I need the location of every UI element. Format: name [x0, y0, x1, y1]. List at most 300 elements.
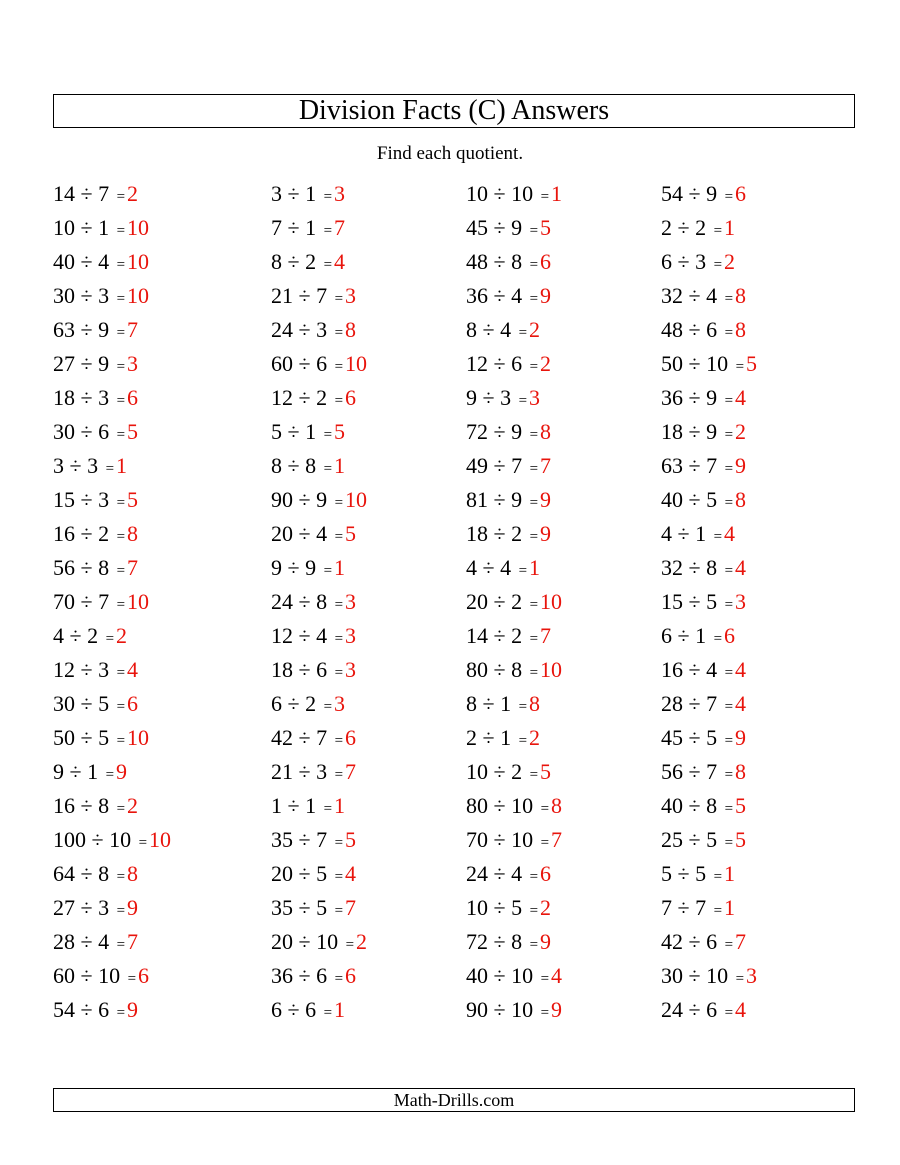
fact-answer: 7: [735, 929, 747, 954]
equals-sign: =: [724, 733, 734, 749]
fact-answer: 5: [735, 827, 747, 852]
worksheet-title-box: [53, 94, 855, 128]
equals-sign: =: [529, 597, 539, 613]
division-fact: [271, 653, 471, 687]
division-fact: [53, 177, 253, 211]
fact-answer: 3: [345, 589, 357, 614]
equals-sign: =: [334, 359, 344, 375]
fact-answer: 6: [735, 181, 747, 206]
equals-sign: =: [116, 223, 126, 239]
equals-sign: =: [116, 325, 126, 341]
division-fact: [466, 245, 666, 279]
division-fact: [466, 993, 666, 1027]
division-fact: [271, 415, 471, 449]
equals-sign: =: [323, 427, 333, 443]
fact-answer: 2: [540, 895, 552, 920]
division-fact: [53, 313, 253, 347]
fact-question: 9 ÷ 9: [271, 555, 317, 580]
equals-sign: =: [735, 971, 745, 987]
equals-sign: =: [518, 563, 528, 579]
fact-question: 40 ÷ 5: [661, 487, 718, 512]
fact-answer: 1: [334, 793, 346, 818]
equals-sign: =: [713, 257, 723, 273]
division-fact: [466, 415, 666, 449]
division-fact: [53, 993, 253, 1027]
equals-sign: =: [529, 427, 539, 443]
division-fact: [53, 585, 253, 619]
equals-sign: =: [529, 495, 539, 511]
division-fact: [271, 347, 471, 381]
fact-answer: 9: [127, 895, 139, 920]
fact-answer: 9: [540, 283, 552, 308]
fact-question: 16 ÷ 8: [53, 793, 110, 818]
division-fact: [53, 755, 253, 789]
equals-sign: =: [116, 665, 126, 681]
division-fact: [53, 925, 253, 959]
fact-answer: 5: [127, 419, 139, 444]
fact-question: 18 ÷ 2: [466, 521, 523, 546]
equals-sign: =: [116, 563, 126, 579]
fact-answer: 10: [127, 215, 150, 240]
fact-question: 6 ÷ 3: [661, 249, 707, 274]
equals-sign: =: [540, 801, 550, 817]
equals-sign: =: [735, 359, 745, 375]
division-fact: [466, 653, 666, 687]
fact-answer: 2: [127, 181, 139, 206]
fact-answer: 1: [551, 181, 563, 206]
fact-question: 3 ÷ 1: [271, 181, 317, 206]
fact-question: 12 ÷ 6: [466, 351, 523, 376]
division-fact: [53, 415, 253, 449]
equals-sign: =: [334, 597, 344, 613]
equals-sign: =: [724, 937, 734, 953]
fact-question: 4 ÷ 4: [466, 555, 512, 580]
equals-sign: =: [529, 767, 539, 783]
fact-answer: 6: [724, 623, 736, 648]
fact-question: 42 ÷ 6: [661, 929, 718, 954]
equals-sign: =: [529, 937, 539, 953]
equals-sign: =: [713, 869, 723, 885]
division-fact: [53, 789, 253, 823]
fact-answer: 1: [724, 895, 736, 920]
equals-sign: =: [334, 529, 344, 545]
problem-column-4: [661, 177, 861, 1027]
division-fact: [271, 789, 471, 823]
fact-answer: 9: [540, 521, 552, 546]
fact-question: 70 ÷ 10: [466, 827, 534, 852]
fact-question: 16 ÷ 2: [53, 521, 110, 546]
division-fact: [466, 177, 666, 211]
division-fact: [271, 245, 471, 279]
fact-question: 35 ÷ 5: [271, 895, 328, 920]
fact-answer: 1: [334, 997, 346, 1022]
equals-sign: =: [518, 699, 528, 715]
fact-question: 50 ÷ 10: [661, 351, 729, 376]
division-fact: [661, 245, 861, 279]
division-fact: [53, 517, 253, 551]
fact-answer: 9: [116, 759, 128, 784]
division-fact: [53, 245, 253, 279]
equals-sign: =: [323, 461, 333, 477]
fact-answer: 1: [724, 215, 736, 240]
fact-question: 100 ÷ 10: [53, 827, 132, 852]
fact-answer: 7: [127, 317, 139, 342]
footer-box: [53, 1088, 855, 1112]
division-fact: [271, 823, 471, 857]
fact-question: 10 ÷ 2: [466, 759, 523, 784]
fact-question: 28 ÷ 7: [661, 691, 718, 716]
fact-question: 70 ÷ 7: [53, 589, 110, 614]
equals-sign: =: [105, 767, 115, 783]
division-fact: [466, 857, 666, 891]
fact-answer: 7: [127, 929, 139, 954]
equals-sign: =: [540, 1005, 550, 1021]
equals-sign: =: [724, 699, 734, 715]
fact-question: 24 ÷ 6: [661, 997, 718, 1022]
fact-question: 32 ÷ 4: [661, 283, 718, 308]
fact-question: 90 ÷ 9: [271, 487, 328, 512]
division-fact: [53, 687, 253, 721]
division-fact: [271, 891, 471, 925]
division-fact: [466, 483, 666, 517]
fact-question: 49 ÷ 7: [466, 453, 523, 478]
equals-sign: =: [713, 223, 723, 239]
fact-answer: 4: [334, 249, 346, 274]
fact-question: 30 ÷ 6: [53, 419, 110, 444]
division-fact: [271, 857, 471, 891]
fact-question: 15 ÷ 3: [53, 487, 110, 512]
fact-answer: 5: [345, 521, 357, 546]
fact-question: 32 ÷ 8: [661, 555, 718, 580]
fact-question: 40 ÷ 8: [661, 793, 718, 818]
division-fact: [466, 585, 666, 619]
fact-question: 10 ÷ 5: [466, 895, 523, 920]
fact-question: 40 ÷ 4: [53, 249, 110, 274]
equals-sign: =: [345, 937, 355, 953]
equals-sign: =: [713, 903, 723, 919]
equals-sign: =: [529, 257, 539, 273]
equals-sign: =: [105, 631, 115, 647]
fact-question: 20 ÷ 10: [271, 929, 339, 954]
fact-answer: 3: [334, 181, 346, 206]
fact-question: 4 ÷ 2: [53, 623, 99, 648]
fact-question: 8 ÷ 8: [271, 453, 317, 478]
fact-answer: 3: [345, 657, 357, 682]
fact-answer: 3: [735, 589, 747, 614]
fact-answer: 2: [356, 929, 368, 954]
fact-question: 15 ÷ 5: [661, 589, 718, 614]
fact-question: 45 ÷ 5: [661, 725, 718, 750]
fact-answer: 6: [138, 963, 150, 988]
division-fact: [661, 993, 861, 1027]
fact-answer: 8: [127, 861, 139, 886]
division-fact: [661, 313, 861, 347]
fact-answer: 1: [334, 555, 346, 580]
equals-sign: =: [334, 767, 344, 783]
division-fact: [661, 925, 861, 959]
division-fact: [271, 381, 471, 415]
division-fact: [53, 347, 253, 381]
equals-sign: =: [116, 903, 126, 919]
division-fact: [271, 687, 471, 721]
division-fact: [661, 857, 861, 891]
equals-sign: =: [724, 291, 734, 307]
fact-answer: 1: [116, 453, 128, 478]
equals-sign: =: [724, 801, 734, 817]
fact-answer: 10: [345, 351, 368, 376]
fact-question: 48 ÷ 6: [661, 317, 718, 342]
fact-answer: 5: [540, 759, 552, 784]
fact-question: 14 ÷ 7: [53, 181, 110, 206]
equals-sign: =: [116, 597, 126, 613]
equals-sign: =: [323, 1005, 333, 1021]
division-fact: [661, 823, 861, 857]
fact-question: 7 ÷ 1: [271, 215, 317, 240]
equals-sign: =: [334, 903, 344, 919]
fact-question: 12 ÷ 4: [271, 623, 328, 648]
division-fact: [466, 449, 666, 483]
fact-answer: 1: [724, 861, 736, 886]
division-fact: [53, 211, 253, 245]
equals-sign: =: [116, 529, 126, 545]
equals-sign: =: [724, 835, 734, 851]
equals-sign: =: [724, 393, 734, 409]
division-fact: [271, 517, 471, 551]
equals-sign: =: [323, 189, 333, 205]
fact-question: 25 ÷ 5: [661, 827, 718, 852]
division-fact: [466, 279, 666, 313]
fact-answer: 10: [345, 487, 368, 512]
division-fact: [466, 619, 666, 653]
division-fact: [466, 211, 666, 245]
division-fact: [466, 925, 666, 959]
fact-answer: 9: [735, 453, 747, 478]
fact-question: 12 ÷ 2: [271, 385, 328, 410]
division-fact: [271, 993, 471, 1027]
fact-question: 16 ÷ 4: [661, 657, 718, 682]
division-fact: [661, 789, 861, 823]
equals-sign: =: [713, 631, 723, 647]
division-fact: [661, 347, 861, 381]
equals-sign: =: [116, 801, 126, 817]
fact-question: 36 ÷ 4: [466, 283, 523, 308]
fact-question: 24 ÷ 3: [271, 317, 328, 342]
fact-question: 5 ÷ 1: [271, 419, 317, 444]
footer-text: Math-Drills.com: [393, 1090, 515, 1110]
fact-question: 48 ÷ 8: [466, 249, 523, 274]
fact-question: 56 ÷ 7: [661, 759, 718, 784]
fact-answer: 6: [345, 725, 357, 750]
equals-sign: =: [724, 1005, 734, 1021]
division-fact: [661, 177, 861, 211]
fact-answer: 7: [345, 895, 357, 920]
fact-answer: 10: [127, 725, 150, 750]
fact-answer: 5: [746, 351, 758, 376]
fact-question: 8 ÷ 4: [466, 317, 512, 342]
division-fact: [466, 381, 666, 415]
equals-sign: =: [529, 631, 539, 647]
division-fact: [271, 585, 471, 619]
fact-question: 8 ÷ 1: [466, 691, 512, 716]
fact-question: 7 ÷ 7: [661, 895, 707, 920]
fact-answer: 5: [735, 793, 747, 818]
division-fact: [53, 551, 253, 585]
fact-question: 42 ÷ 7: [271, 725, 328, 750]
fact-question: 35 ÷ 7: [271, 827, 328, 852]
fact-answer: 7: [540, 453, 552, 478]
fact-answer: 7: [551, 827, 563, 852]
fact-answer: 8: [735, 487, 747, 512]
fact-answer: 5: [345, 827, 357, 852]
equals-sign: =: [323, 563, 333, 579]
fact-question: 30 ÷ 3: [53, 283, 110, 308]
fact-answer: 6: [345, 963, 357, 988]
fact-question: 6 ÷ 2: [271, 691, 317, 716]
fact-question: 4 ÷ 1: [661, 521, 707, 546]
fact-answer: 8: [551, 793, 563, 818]
fact-question: 3 ÷ 3: [53, 453, 99, 478]
fact-question: 63 ÷ 7: [661, 453, 718, 478]
fact-question: 18 ÷ 6: [271, 657, 328, 682]
fact-answer: 4: [724, 521, 736, 546]
fact-question: 36 ÷ 9: [661, 385, 718, 410]
fact-answer: 4: [735, 555, 747, 580]
division-fact: [271, 449, 471, 483]
fact-question: 9 ÷ 3: [466, 385, 512, 410]
fact-question: 24 ÷ 4: [466, 861, 523, 886]
fact-answer: 4: [735, 385, 747, 410]
fact-answer: 2: [116, 623, 128, 648]
fact-question: 30 ÷ 10: [661, 963, 729, 988]
division-fact: [53, 483, 253, 517]
equals-sign: =: [724, 597, 734, 613]
fact-answer: 10: [127, 249, 150, 274]
fact-answer: 3: [334, 691, 346, 716]
fact-question: 20 ÷ 4: [271, 521, 328, 546]
fact-answer: 1: [529, 555, 541, 580]
fact-answer: 2: [735, 419, 747, 444]
fact-answer: 5: [540, 215, 552, 240]
division-fact: [661, 891, 861, 925]
equals-sign: =: [334, 665, 344, 681]
division-fact: [661, 959, 861, 993]
fact-answer: 4: [551, 963, 563, 988]
division-fact: [661, 415, 861, 449]
fact-answer: 2: [724, 249, 736, 274]
division-fact: [466, 891, 666, 925]
problem-column-1: [53, 177, 253, 1027]
equals-sign: =: [334, 869, 344, 885]
fact-answer: 7: [127, 555, 139, 580]
fact-answer: 8: [529, 691, 541, 716]
equals-sign: =: [713, 529, 723, 545]
division-fact: [661, 517, 861, 551]
fact-answer: 4: [345, 861, 357, 886]
division-fact: [53, 279, 253, 313]
fact-question: 81 ÷ 9: [466, 487, 523, 512]
fact-answer: 8: [735, 317, 747, 342]
problem-column-2: [271, 177, 471, 1027]
equals-sign: =: [116, 393, 126, 409]
fact-question: 36 ÷ 6: [271, 963, 328, 988]
fact-answer: 10: [540, 589, 563, 614]
division-fact: [466, 823, 666, 857]
equals-sign: =: [116, 699, 126, 715]
equals-sign: =: [518, 325, 528, 341]
equals-sign: =: [724, 189, 734, 205]
fact-question: 1 ÷ 1: [271, 793, 317, 818]
fact-question: 50 ÷ 5: [53, 725, 110, 750]
fact-answer: 8: [345, 317, 357, 342]
fact-question: 90 ÷ 10: [466, 997, 534, 1022]
equals-sign: =: [116, 359, 126, 375]
fact-question: 6 ÷ 6: [271, 997, 317, 1022]
equals-sign: =: [334, 733, 344, 749]
page-title: Division Facts (C) Answers: [298, 95, 610, 126]
equals-sign: =: [529, 869, 539, 885]
division-fact: [466, 789, 666, 823]
fact-answer: 2: [529, 725, 541, 750]
equals-sign: =: [529, 903, 539, 919]
division-fact: [271, 721, 471, 755]
fact-answer: 2: [127, 793, 139, 818]
fact-question: 21 ÷ 3: [271, 759, 328, 784]
fact-question: 54 ÷ 6: [53, 997, 110, 1022]
division-fact: [271, 925, 471, 959]
fact-question: 60 ÷ 10: [53, 963, 121, 988]
division-fact: [661, 585, 861, 619]
fact-answer: 10: [127, 283, 150, 308]
equals-sign: =: [323, 223, 333, 239]
fact-question: 63 ÷ 9: [53, 317, 110, 342]
fact-answer: 5: [127, 487, 139, 512]
fact-answer: 7: [540, 623, 552, 648]
fact-answer: 9: [127, 997, 139, 1022]
fact-answer: 6: [540, 249, 552, 274]
fact-answer: 9: [540, 929, 552, 954]
equals-sign: =: [116, 291, 126, 307]
fact-question: 54 ÷ 9: [661, 181, 718, 206]
equals-sign: =: [323, 699, 333, 715]
division-fact: [271, 551, 471, 585]
fact-question: 14 ÷ 2: [466, 623, 523, 648]
fact-question: 80 ÷ 8: [466, 657, 523, 682]
equals-sign: =: [529, 665, 539, 681]
equals-sign: =: [529, 529, 539, 545]
fact-answer: 3: [127, 351, 139, 376]
fact-answer: 7: [334, 215, 346, 240]
fact-answer: 8: [735, 283, 747, 308]
equals-sign: =: [529, 223, 539, 239]
fact-answer: 3: [746, 963, 758, 988]
division-fact: [466, 687, 666, 721]
division-fact: [466, 313, 666, 347]
fact-answer: 2: [529, 317, 541, 342]
fact-question: 27 ÷ 9: [53, 351, 110, 376]
fact-answer: 10: [127, 589, 150, 614]
equals-sign: =: [518, 733, 528, 749]
fact-answer: 8: [540, 419, 552, 444]
equals-sign: =: [334, 495, 344, 511]
fact-question: 8 ÷ 2: [271, 249, 317, 274]
fact-answer: 10: [540, 657, 563, 682]
fact-answer: 2: [540, 351, 552, 376]
fact-question: 18 ÷ 3: [53, 385, 110, 410]
division-fact: [53, 449, 253, 483]
fact-question: 20 ÷ 2: [466, 589, 523, 614]
equals-sign: =: [529, 461, 539, 477]
division-fact: [53, 619, 253, 653]
